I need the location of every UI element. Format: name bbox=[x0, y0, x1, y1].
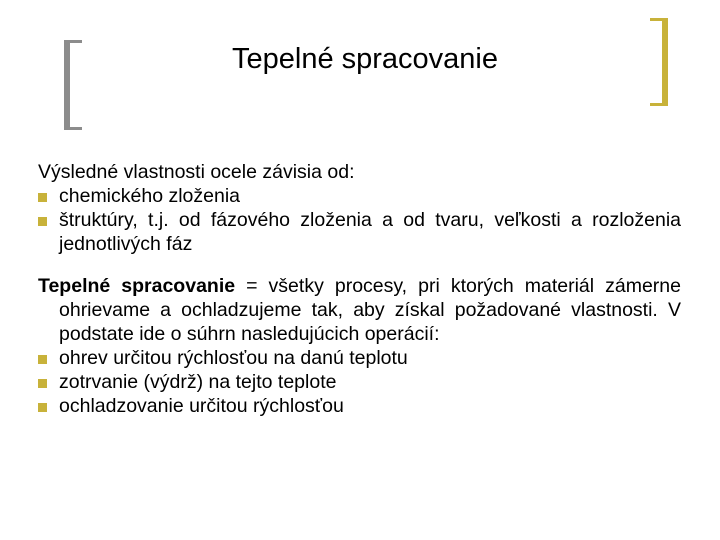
spacer bbox=[38, 256, 681, 274]
slide-title: Tepelné spracovanie bbox=[231, 43, 498, 75]
square-bullet-icon bbox=[38, 379, 47, 388]
slide-body bbox=[38, 160, 681, 418]
square-bullet-icon bbox=[38, 355, 47, 364]
list-item bbox=[38, 346, 681, 370]
list-item-text: ohrev určitou rýchlosťou na danú teplotu bbox=[59, 347, 408, 369]
section1-intro: Výsledné vlastnosti ocele závisia od: bbox=[38, 161, 355, 183]
list-item-text: zotrvanie (výdrž) na tejto teplote bbox=[59, 371, 337, 393]
list-item bbox=[38, 208, 681, 256]
list-item-text: ochladzovanie určitou rýchlosťou bbox=[59, 395, 344, 417]
list-item-text: chemického zloženia bbox=[59, 185, 241, 207]
square-bullet-icon bbox=[38, 403, 47, 412]
list-item bbox=[38, 394, 681, 418]
square-bullet-icon bbox=[38, 193, 47, 202]
list-item-text: štruktúry, t.j. od fázového zloženia a od tvaru, veľkosti a rozloženia jednotlivých fáz bbox=[59, 209, 681, 255]
square-bullet-icon bbox=[38, 217, 47, 226]
definition-term: Tepelné spracovanie bbox=[38, 275, 236, 297]
section2-definition bbox=[38, 274, 681, 346]
list-item bbox=[38, 184, 681, 208]
definition-text: = všetky procesy, pri ktorých materiál zámerne ohrievame a ochladzujeme tak, aby získal požadované vlastnosti. V podstate ide o súhrn nasledujúcich operácií: bbox=[59, 275, 681, 345]
list-item bbox=[38, 370, 681, 394]
